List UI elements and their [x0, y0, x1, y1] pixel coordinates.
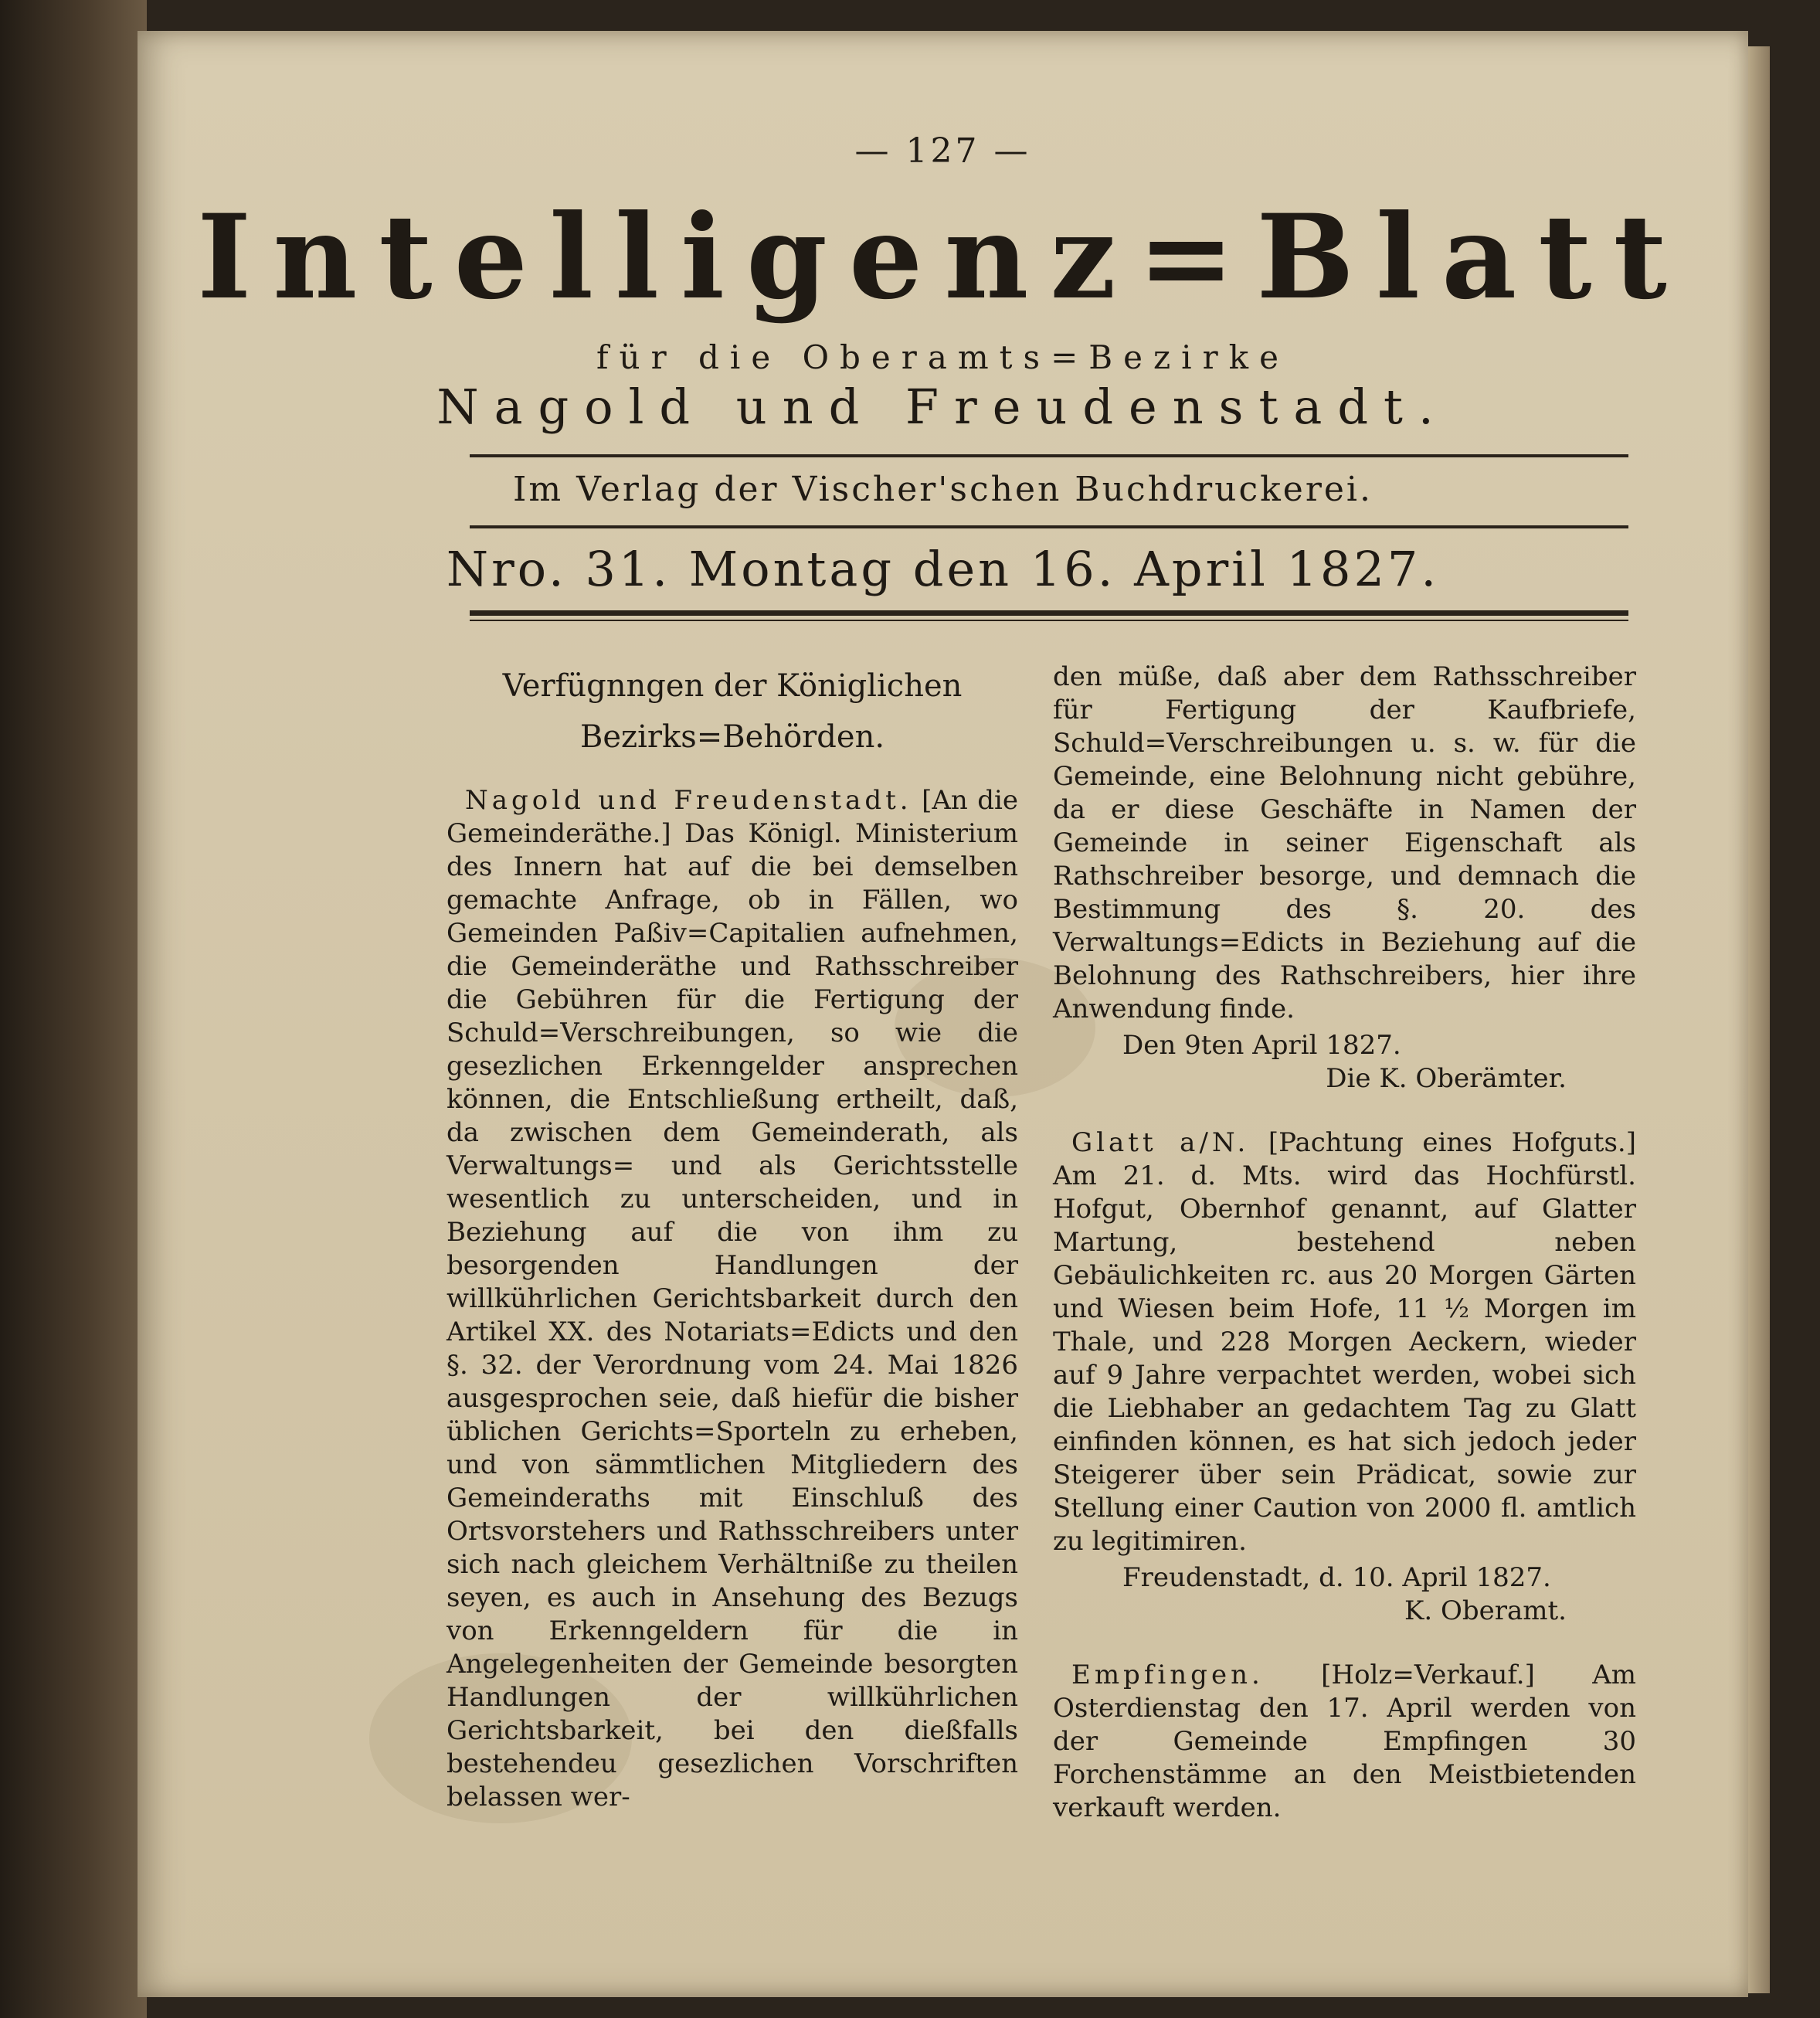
notice-signature: Die K. Oberämter. [1326, 1063, 1567, 1094]
newspaper-page [138, 31, 1748, 1997]
notice-body: [An die Gemeinderäthe.] Das Königl. Ministerium des Innern hat auf die bei demselben gemachte Anfrage, ob in Fällen, wo Gemeinden Paßiv=Capitalien aufnehmen, die Gemeinderäthe und Rathsschreiber die Gebühren für die Fertigung der Schuld=Verschreibungen, so wie die gesezlichen Erkenngelder ansprechen können, die Entschließung ertheilt, daß, da zwischen dem Gemeinderath, als Verwaltungs= und als Gerichtsstelle wesentlich zu unterscheiden, und in Beziehung auf die von ihm zu besorgenden Handlungen der willkührlichen Gerichtsbarkeit durch den Artikel XX. des Notariats=Edicts und den §. 32. der Verordnung vom 24. Mai 1826 ausgesprochen seie, daß hiefür die bisher üblichen Gerichts=Sporteln zu erheben, und von sämmtlichen Mitgliedern des Gemeinderaths mit Einschluß des Ortsvorstehers und Rathsschreibers unter sich nach gleichem Verhältniße zu theilen seyen, es auch in Ansehung des Bezugs von Erkenngeldern für die in Angelegenheiten der Gemeinde besorgten Handlungen der willkührlichen Gerichtsbarkeit, bei den dießfalls bestehendeu gesezlichen Vorschriften belassen wer- [447, 785, 1018, 1812]
notice-place: Empfingen. [1071, 1660, 1264, 1690]
notice-paragraph [1053, 1659, 1636, 1825]
issue-line: Nro. 31. Montag den 16. April 1827. [446, 541, 1440, 597]
page-number: — 127 — [854, 131, 1031, 171]
notice-paragraph [447, 784, 1018, 1814]
divider-rule [470, 454, 1628, 457]
notice-signature: K. Oberamt. [1404, 1595, 1567, 1626]
section-heading: Verfügnngen der Königlichen Bezirks=Behörden. [502, 668, 963, 755]
publisher-imprint: Im Verlag der Vischer'schen Buchdruckerei. [513, 470, 1373, 509]
divider-rule [470, 525, 1628, 528]
divider-rule-thin [470, 620, 1628, 621]
left-column [447, 661, 1018, 1814]
notice-place: Nagold und Freudenstadt. [465, 785, 912, 816]
masthead-subtitle: für die Oberamts=Bezirke [596, 338, 1289, 376]
notice-date: Freudenstadt, d. 10. April 1827. [1122, 1562, 1551, 1593]
notice-continuation: den müße, daß aber dem Rathsschreiber für Fertigung der Kaufbriefe, Schuld=Verschreibungen u. s. w. für die Gemeinde, eine Belohnung nicht gebühre, da er diese Geschäfte in Namen der Gemeinde in seiner Eigenschaft als Rathschreiber besorge, und demnach die Bestimmung des §. 20. des Verwaltungs=Edicts in Beziehung auf die Belohnung des Rathschreibers, hier ihre Anwendung finde. [1053, 661, 1636, 1024]
divider-rule-thick [470, 610, 1628, 616]
notice-body: [Pachtung eines Hofguts.] Am 21. d. Mts. wird das Hochfürstl. Hofgut, Obernhof genannt, auf Glatter Martung, bestehend neben Gebäulichkeiten rc. aus 20 Morgen Gärten und Wiesen beim Hofe, 11 ½ Morgen im Thale, und 228 Morgen Aeckern, wieder auf 9 Jahre verpachtet werden, wobei sich die Liebhaber an gedachtem Tag zu Glatt einfinden können, es hat sich jedoch jeder Steigerer über sein Prädicat, sowie zur Stellung einer Caution von 2000 fl. amtlich zu legitimiren. [1053, 1127, 1636, 1557]
page-edge [1748, 46, 1770, 1993]
right-column [1053, 661, 1636, 1825]
book-binding [0, 0, 147, 2018]
notice-place: Glatt a/N. [1071, 1127, 1250, 1158]
notice-body: [Holz=Verkauf.] Am Osterdienstag den 17. April werden von der Gemeinde Empfingen 30 Forchenstämme an den Meistbietenden verkauft werden. [1053, 1660, 1636, 1823]
notice-date: Den 9ten April 1827. [1122, 1030, 1401, 1061]
masthead-district: Nagold und Freudenstadt. [436, 379, 1449, 435]
masthead-title: Intelligenz=Blatt [197, 189, 1689, 325]
notice-paragraph [1053, 1126, 1636, 1558]
